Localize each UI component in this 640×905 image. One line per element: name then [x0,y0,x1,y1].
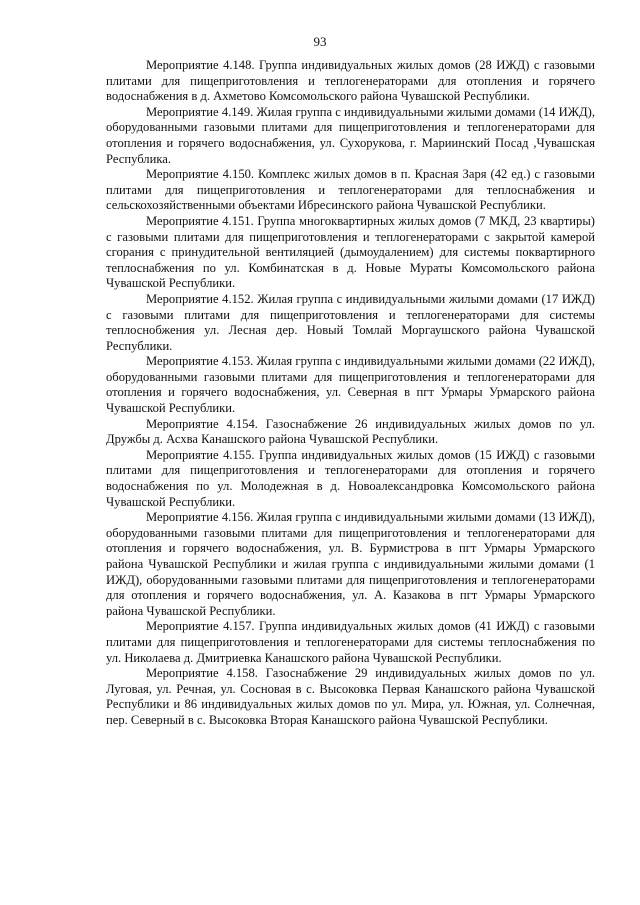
paragraph-measure-4-156: Мероприятие 4.156. Жилая группа с индивидуальными жилыми домами (13 ИЖД), оборудованными газовыми плитами для пищеприготовления и теплогенераторами для отопления и горячего водоснабжения, ул. В. Бурмистрова в пгт Урмары Урмарского района Чувашской Республики и жилая группа с индивидуальными жилыми домами (1 ИЖД), оборудованными газовыми плитами для пищеприготовления и теплогенераторами для отопления и горячего водоснабжения, ул. А. Казакова в пгт Урмары Урмарского района Чувашской Республики. [106,510,595,618]
paragraph-measure-4-148: Мероприятие 4.148. Группа индивидуальных жилых домов (28 ИЖД) с газовыми плитами для пищеприготовления и теплогенераторами для отопления и горячего водоснабжения в д. Ахметово Комсомольского района Чувашской Республики. [106,58,595,104]
document-body [106,58,595,729]
paragraph-measure-4-151: Мероприятие 4.151. Группа многоквартирных жилых домов (7 МКД, 23 квартиры) с газовыми плитами для пищеприготовления и теплогенераторами с закрытой камерой сгорания с принудительной вентиляцией (дымоудалением) для системы поквартирного теплоснабжения по ул. Комбинатская в д. Новые Мураты Комсомольского района Чувашской Республики. [106,213,595,291]
paragraph-measure-4-150: Мероприятие 4.150. Комплекс жилых домов в п. Красная Заря (42 ед.) с газовыми плитами для пищеприготовления и теплогенераторами для теплоснабжения и сельскохозяйственными объектами Ибресинского района Чувашской Республики. [106,167,595,213]
paragraph-measure-4-158: Мероприятие 4.158. Газоснабжение 29 индивидуальных жилых домов по ул. Луговая, ул. Речная, ул. Сосновая в с. Высоковка Первая Канашского района Чувашской Республики и 86 индивидуальных жилых домов по ул. Мира, ул. Южная, ул. Солнечная, пер. Северный в с. Высоковка Вторая Канашского района Чувашской Республики. [106,666,595,727]
paragraph-measure-4-157: Мероприятие 4.157. Группа индивидуальных жилых домов (41 ИЖД) с газовыми плитами для пищеприготовления и теплогенераторами для системы теплоснабжения по ул. Николаева д. Дмитриевка Канашского района Чувашской Республики. [106,619,595,665]
paragraph-measure-4-155: Мероприятие 4.155. Группа индивидуальных жилых домов (15 ИЖД) с газовыми плитами для пищеприготовления и теплогенераторами для отопления и горячего водоснабжения по ул. Молодежная в д. Новоалександровка Комсомольского района Чувашской Республики. [106,447,595,509]
paragraph-measure-4-154: Мероприятие 4.154. Газоснабжение 26 индивидуальных жилых домов по ул. Дружбы д. Асхва Канашского района Чувашской Республики. [106,416,595,447]
paragraph-measure-4-149: Мероприятие 4.149. Жилая группа с индивидуальными жилыми домами (14 ИЖД), оборудованными газовыми плитами для пищеприготовления и теплогенераторами для отопления и горячего водоснабжения, ул. Сухорукова, г. Мариинский Посад ,Чувашская Республика. [106,104,595,166]
paragraph-measure-4-152: Мероприятие 4.152. Жилая группа с индивидуальными жилыми домами (17 ИЖД) с газовыми плитами для пищеприготовления и теплогенераторами для системы теплоснобжения ул. Лесная дер. Новый Томлай Моргаушского района Чувашской Республики. [106,291,595,353]
page-number: 93 [313,34,327,49]
paragraph-measure-4-153: Мероприятие 4.153. Жилая группа с индивидуальными жилыми домами (22 ИЖД), оборудованными газовыми плитами для пищеприготовления и теплогенераторами для отопления и горячего водоснабжения, ул. Северная в пгт Урмары Урмарского района Чувашской Республики. [106,354,595,416]
